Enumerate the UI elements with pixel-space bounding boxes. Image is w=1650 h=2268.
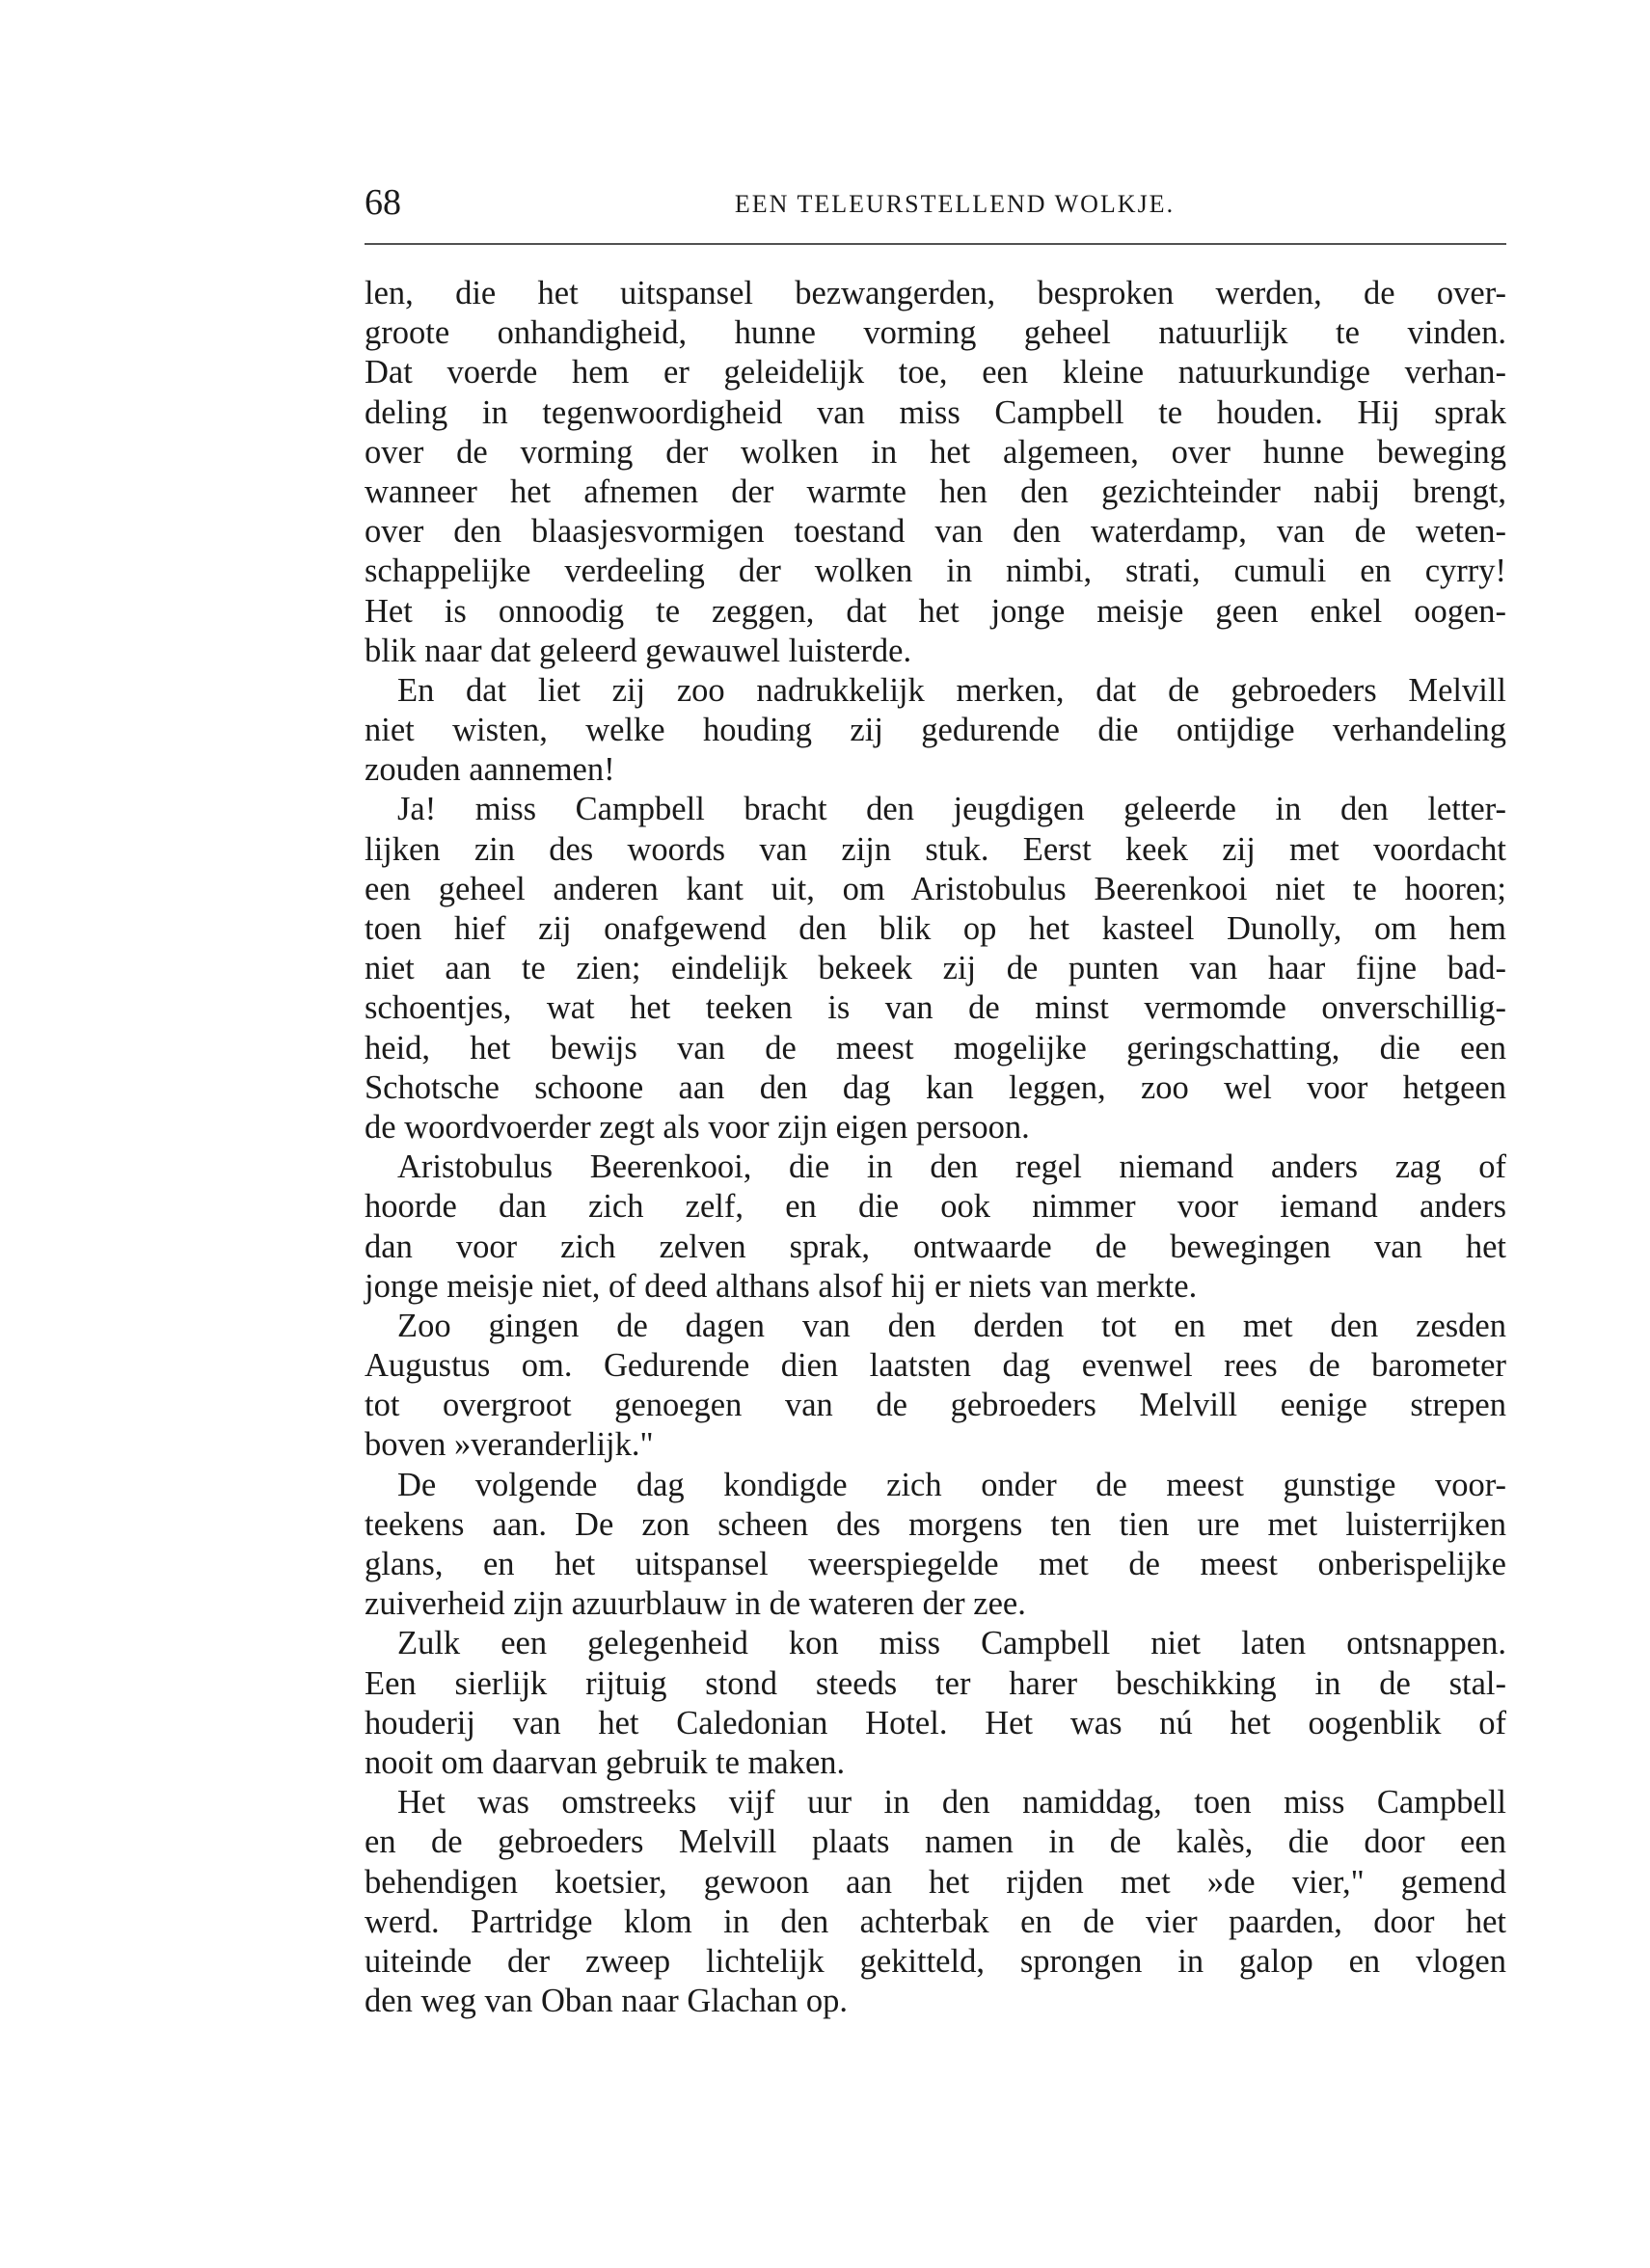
text-line: En dat liet zij zoo nadrukkelijk merken, dat de gebroeders Melvill <box>397 671 1506 709</box>
paragraph <box>365 1624 1506 1783</box>
book-page <box>365 179 1506 2021</box>
text-line: hoorde dan zich zelf, en die ook nimmer voor iemand anders <box>365 1188 1506 1226</box>
text-line: Zoo gingen de dagen van den derden tot en met den zesden <box>397 1307 1506 1344</box>
paragraph <box>365 1466 1506 1625</box>
text-line: glans, en het uitspansel weerspiegelde met de meest onberispelijke <box>365 1546 1506 1582</box>
body-text <box>365 274 1506 2021</box>
text-line: Dat voerde hem er geleidelijk toe, een kleine natuurkundige verhan- <box>365 354 1506 392</box>
text-line: zuiverheid zijn azuurblauw in de wateren der zee. <box>365 1585 1026 1623</box>
text-line: nooit om daarvan gebruik te maken. <box>365 1743 846 1781</box>
paragraph <box>365 1148 1506 1307</box>
text-line: Zulk een gelegenheid kon miss Campbell niet laten ontsnappen. <box>397 1625 1506 1662</box>
text-line: den weg van Oban naar Glachan op. <box>365 1983 849 2020</box>
text-line: boven »veranderlijk." <box>365 1426 654 1464</box>
text-line: uiteinde der zweep lichtelijk gekitteld, sprongen in galop en vlogen <box>365 1942 1506 1980</box>
text-line: Augustus om. Gedurende dien laatsten dag evenwel rees de barometer <box>365 1347 1506 1385</box>
text-line: Schotsche schoone aan den dag kan leggen, zoo wel voor hetgeen <box>365 1068 1506 1106</box>
text-line: de woordvoerder zegt als voor zijn eigen persoon. <box>365 1108 1030 1146</box>
text-line: zouden aannemen! <box>365 751 615 789</box>
text-line: over de vorming der wolken in het algemeen, over hunne beweging <box>365 433 1506 471</box>
text-line: behendigen koetsier, gewoon aan het rijden met »de vier," gemend <box>365 1863 1506 1901</box>
text-line: blik naar dat geleerd gewauwel luisterde. <box>365 632 912 669</box>
page-number: 68 <box>365 182 401 223</box>
text-line: Aristobulus Beerenkooi, die in den regel niemand anders zag of <box>397 1148 1506 1186</box>
text-line: schappelijke verdeeling der wolken in nimbi, strati, cumuli en cyrry! <box>365 553 1506 590</box>
text-line: teekens aan. De zon scheen des morgens ten tien ure met luisterrijken <box>365 1505 1506 1543</box>
text-line: wanneer het afnemen der warmte hen den gezichteinder nabij brengt, <box>365 472 1506 510</box>
text-line: len, die het uitspansel bezwangerden, besproken werden, de over- <box>365 275 1506 311</box>
paragraph <box>365 790 1506 1148</box>
text-line: groote onhandigheid, hunne vorming geheel natuurlijk te vinden. <box>365 314 1506 352</box>
text-line: schoentjes, wat het teeken is van de minst vermomde onverschillig- <box>365 989 1506 1027</box>
text-line: tot overgroot genoegen van de gebroeders Melvill eenige strepen <box>365 1387 1506 1424</box>
paragraph <box>365 1307 1506 1466</box>
paragraph <box>365 671 1506 791</box>
text-line: Ja! miss Campbell bracht den jeugdigen geleerde in den letter- <box>397 791 1506 828</box>
text-line: en de gebroeders Melvill plaats namen in de kalès, die door een <box>365 1823 1506 1861</box>
header-rule <box>365 243 1506 245</box>
text-line: over den blaasjesvormigen toestand van den waterdamp, van de weten- <box>365 513 1506 551</box>
text-line: werd. Partridge klom in den achterbak en de vier paarden, door het <box>365 1903 1506 1940</box>
running-title: EEN TELEURSTELLEND WOLKJE. <box>734 190 1176 218</box>
paragraph <box>365 1783 1506 2021</box>
text-line: De volgende dag kondigde zich onder de meest gunstige voor- <box>397 1466 1506 1503</box>
text-line: heid, het bewijs van de meest mogelijke geringschatting, die een <box>365 1029 1506 1066</box>
text-line: een geheel anderen kant uit, om Aristobulus Beerenkooi niet te hooren; <box>365 870 1506 907</box>
text-line: lijken zin des woords van zijn stuk. Eerst keek zij met voordacht <box>365 830 1506 868</box>
text-line: jonge meisje niet, of deed althans alsof hij er niets van merkte. <box>365 1267 1198 1305</box>
text-line: houderij van het Caledonian Hotel. Het was nú het oogenblik of <box>365 1704 1506 1742</box>
text-line: Het is onnoodig te zeggen, dat het jonge meisje geen enkel oogen- <box>365 592 1506 630</box>
paragraph <box>365 274 1506 671</box>
text-line: niet wisten, welke houding zij gedurende die ontijdige verhandeling <box>365 712 1506 749</box>
text-line: niet aan te zien; eindelijk bekeek zij de punten van haar fijne bad- <box>365 950 1506 987</box>
page-header <box>365 179 1506 226</box>
text-line: deling in tegenwoordigheid van miss Campbell te houden. Hij sprak <box>365 393 1506 431</box>
text-line: dan voor zich zelven sprak, ontwaarde de bewegingen van het <box>365 1228 1506 1265</box>
text-line: Het was omstreeks vijf uur in den namiddag, toen miss Campbell <box>397 1784 1506 1822</box>
text-line: toen hief zij onafgewend den blik op het kasteel Dunolly, om hem <box>365 910 1506 947</box>
text-line: Een sierlijk rijtuig stond steeds ter harer beschikking in de stal- <box>365 1664 1506 1702</box>
